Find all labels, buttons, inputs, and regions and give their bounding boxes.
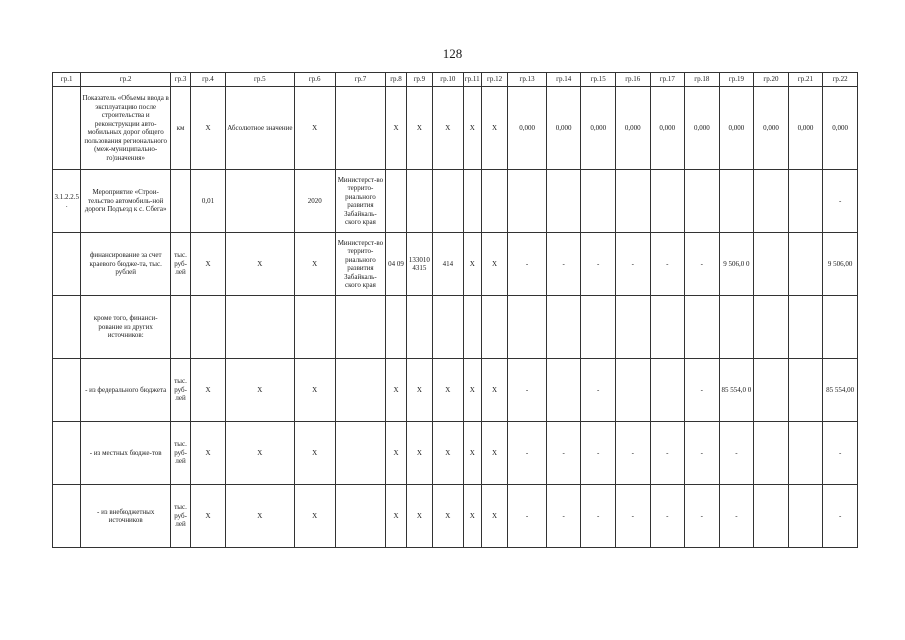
table-cell: Х — [481, 485, 507, 548]
table-cell: Х — [294, 422, 335, 485]
table-cell: км — [170, 87, 190, 170]
table-cell: - — [823, 170, 858, 233]
table-cell: Х — [225, 359, 294, 422]
table-cell — [788, 296, 823, 359]
table-cell: 133010 4315 — [406, 233, 432, 296]
table-cell: Х — [463, 422, 481, 485]
table-row-indicator — [53, 87, 858, 170]
table-cell: Х — [463, 233, 481, 296]
table-cell: Х — [225, 422, 294, 485]
table-cell — [754, 485, 789, 548]
table-cell: - — [508, 485, 547, 548]
table-cell — [546, 359, 581, 422]
table-cell: 0,000 — [581, 87, 616, 170]
table-cell: - — [581, 233, 616, 296]
column-header: гр.9 — [406, 73, 432, 87]
table-cell: Х — [191, 233, 226, 296]
table-cell: 0,000 — [508, 87, 547, 170]
table-cell — [433, 170, 463, 233]
table-cell: Х — [386, 87, 406, 170]
table-cell: - — [650, 485, 685, 548]
table-cell: кроме того, финанси-рование из других источников: — [81, 296, 170, 359]
table-cell: 3.1.2.2.5. — [53, 170, 81, 233]
table-cell: Х — [386, 485, 406, 548]
table-cell — [754, 422, 789, 485]
table-cell — [615, 359, 650, 422]
table-cell — [335, 359, 386, 422]
column-header: гр.8 — [386, 73, 406, 87]
table-cell: Х — [481, 87, 507, 170]
table-cell — [335, 296, 386, 359]
table-cell: тыс. руб-лей — [170, 233, 190, 296]
table-cell — [650, 359, 685, 422]
table-cell: Х — [294, 485, 335, 548]
column-header: гр.17 — [650, 73, 685, 87]
table-cell: - — [719, 422, 754, 485]
column-header: гр.7 — [335, 73, 386, 87]
table-row-local-budget — [53, 422, 858, 485]
table-cell — [719, 296, 754, 359]
table-cell: Х — [191, 485, 226, 548]
table-cell — [386, 296, 406, 359]
table-cell: Х — [433, 485, 463, 548]
page-number: 128 — [442, 46, 463, 61]
table-cell: Х — [406, 485, 432, 548]
table-cell — [225, 296, 294, 359]
table-cell — [788, 233, 823, 296]
table-cell: - — [508, 233, 547, 296]
table-cell: - — [685, 359, 720, 422]
table-cell — [581, 170, 616, 233]
table-cell — [53, 233, 81, 296]
table-cell: Х — [463, 359, 481, 422]
table-cell: 0,000 — [823, 87, 858, 170]
table-cell: Х — [463, 485, 481, 548]
table-cell: Х — [225, 233, 294, 296]
table-cell: Абсолютное значение — [225, 87, 294, 170]
table-cell: Мероприятие «Строи-тельство автомобиль-ной дороги Подъезд к с. Сбега» — [81, 170, 170, 233]
table-cell — [335, 485, 386, 548]
table-cell: Х — [433, 359, 463, 422]
table-row-off-budget — [53, 485, 858, 548]
column-header: гр.2 — [81, 73, 170, 87]
table-row-other-sources — [53, 296, 858, 359]
table-cell: Х — [191, 87, 226, 170]
table-cell: - — [650, 233, 685, 296]
table-cell: - — [615, 485, 650, 548]
table-cell: Х — [406, 87, 432, 170]
table-cell — [225, 170, 294, 233]
table-cell: 0,01 — [191, 170, 226, 233]
table-cell — [170, 170, 190, 233]
table-cell — [788, 170, 823, 233]
table-cell: 0,000 — [685, 87, 720, 170]
table-cell — [650, 296, 685, 359]
table-cell: тыс. руб-лей — [170, 359, 190, 422]
table-cell — [463, 170, 481, 233]
table-cell: тыс. руб-лей — [170, 422, 190, 485]
table-cell: тыс. руб-лей — [170, 485, 190, 548]
table-cell: Х — [433, 422, 463, 485]
table-cell — [53, 87, 81, 170]
table-cell — [481, 296, 507, 359]
table-cell: - — [719, 485, 754, 548]
table-cell — [581, 296, 616, 359]
table-cell: Х — [386, 359, 406, 422]
table-cell: - — [581, 422, 616, 485]
table-cell — [433, 296, 463, 359]
table-cell — [650, 170, 685, 233]
table-cell — [788, 359, 823, 422]
table-cell — [788, 485, 823, 548]
table-cell: Показатель «Объемы ввода в эксплуатацию после строительства и реконструкции авто-мобильных дорог общего пользования регионального (меж-муниципально-го)значения» — [81, 87, 170, 170]
table-cell — [754, 170, 789, 233]
table-cell: 9 506,00 — [823, 233, 858, 296]
table-cell — [53, 359, 81, 422]
budget-table — [52, 72, 858, 548]
table-cell: Х — [481, 233, 507, 296]
table-cell: Х — [191, 359, 226, 422]
table-cell — [53, 296, 81, 359]
table-cell: Х — [406, 422, 432, 485]
table-cell — [406, 296, 432, 359]
table-cell: - из местных бюдже-тов — [81, 422, 170, 485]
column-header: гр.10 — [433, 73, 463, 87]
column-header: гр.4 — [191, 73, 226, 87]
table-cell: Х — [294, 233, 335, 296]
table-cell: Х — [386, 422, 406, 485]
table-cell: - — [546, 233, 581, 296]
table-cell — [754, 296, 789, 359]
table-cell: - — [508, 422, 547, 485]
table-cell: Х — [225, 485, 294, 548]
table-cell: 0,000 — [719, 87, 754, 170]
table-cell — [685, 296, 720, 359]
table-cell: Министерст-во террито-риального развития Забайкаль-ского края — [335, 170, 386, 233]
table-cell: 0,000 — [788, 87, 823, 170]
column-header: гр.21 — [788, 73, 823, 87]
table-cell — [546, 170, 581, 233]
table-row-federal-budget — [53, 359, 858, 422]
table-cell — [481, 170, 507, 233]
table-cell: 0,000 — [546, 87, 581, 170]
table-cell — [546, 296, 581, 359]
table-cell: - — [823, 485, 858, 548]
table-cell — [788, 422, 823, 485]
column-header: гр.1 — [53, 73, 81, 87]
table-cell: Х — [481, 359, 507, 422]
column-header: гр.5 — [225, 73, 294, 87]
column-header: гр.3 — [170, 73, 190, 87]
table-cell: - — [650, 422, 685, 485]
table-cell — [191, 296, 226, 359]
table-cell: 0,000 — [615, 87, 650, 170]
table-cell — [53, 422, 81, 485]
table-cell — [406, 170, 432, 233]
column-header: гр.6 — [294, 73, 335, 87]
table-cell: 0,000 — [754, 87, 789, 170]
table-cell: Х — [481, 422, 507, 485]
table-cell: - из внебюджетных источников — [81, 485, 170, 548]
header-row — [53, 73, 858, 87]
table-cell: финансирование за счет краевого бюдже-та, тыс. рублей — [81, 233, 170, 296]
table-cell: - — [508, 359, 547, 422]
table-cell: Министерст-во террито-риального развития Забайкаль-ского края — [335, 233, 386, 296]
column-header: гр.14 — [546, 73, 581, 87]
table-cell: - — [546, 485, 581, 548]
table-cell — [508, 170, 547, 233]
table-cell — [53, 485, 81, 548]
table-cell: Х — [433, 87, 463, 170]
table-row-regional-funding — [53, 233, 858, 296]
table-row-measure — [53, 170, 858, 233]
table-cell: - — [685, 422, 720, 485]
table-cell: Х — [294, 87, 335, 170]
column-header: гр.16 — [615, 73, 650, 87]
column-header: гр.11 — [463, 73, 481, 87]
column-header: гр.22 — [823, 73, 858, 87]
table-cell: - — [546, 422, 581, 485]
table-cell: - — [823, 422, 858, 485]
table-cell — [615, 296, 650, 359]
column-header: гр.18 — [685, 73, 720, 87]
table-cell: - — [581, 485, 616, 548]
table-cell: Х — [294, 359, 335, 422]
column-header: гр.20 — [754, 73, 789, 87]
table-cell — [170, 296, 190, 359]
table-cell — [335, 422, 386, 485]
table-cell: 85 554,0 0 — [719, 359, 754, 422]
column-header: гр.15 — [581, 73, 616, 87]
table-cell — [754, 359, 789, 422]
table-cell: - из федерального бюджета — [81, 359, 170, 422]
table-cell: - — [685, 485, 720, 548]
table-cell — [754, 233, 789, 296]
table-cell: - — [615, 233, 650, 296]
table-cell: 2020 — [294, 170, 335, 233]
table-cell: Х — [406, 359, 432, 422]
table-cell: 04 09 — [386, 233, 406, 296]
table-cell — [335, 87, 386, 170]
table-cell — [685, 170, 720, 233]
table-cell: 0,000 — [650, 87, 685, 170]
table-cell — [463, 296, 481, 359]
table-cell — [294, 296, 335, 359]
table-cell — [508, 296, 547, 359]
table-cell: - — [581, 359, 616, 422]
table-cell: 9 506,0 0 — [719, 233, 754, 296]
table-cell — [615, 170, 650, 233]
table-cell: Х — [191, 422, 226, 485]
table-cell: Х — [463, 87, 481, 170]
table-cell — [719, 170, 754, 233]
table-cell: - — [615, 422, 650, 485]
column-header: гр.19 — [719, 73, 754, 87]
column-header: гр.13 — [508, 73, 547, 87]
table-cell — [823, 296, 858, 359]
table-cell: - — [685, 233, 720, 296]
table-cell — [386, 170, 406, 233]
table-cell: 85 554,00 — [823, 359, 858, 422]
column-header: гр.12 — [481, 73, 507, 87]
table-cell: 414 — [433, 233, 463, 296]
